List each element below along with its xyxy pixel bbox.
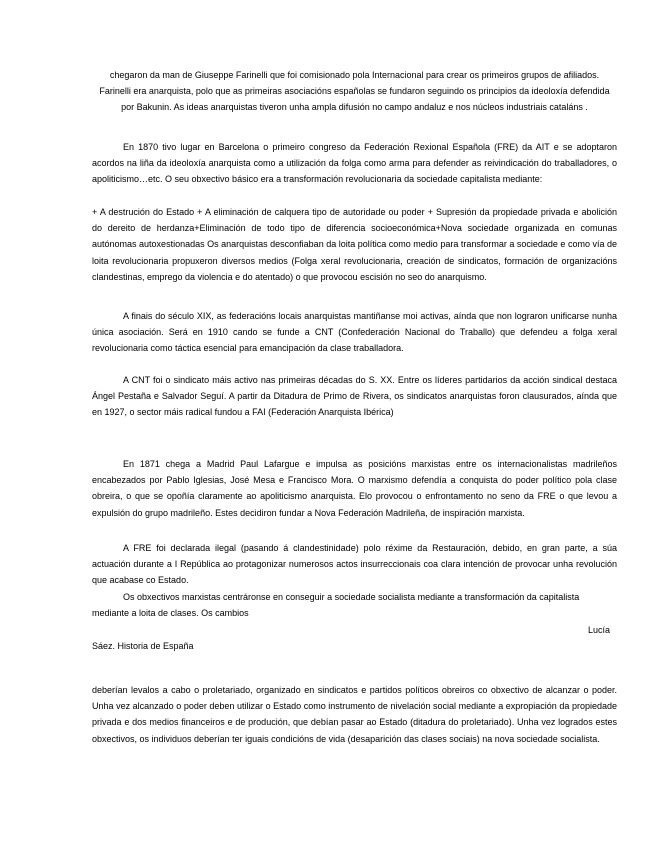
paragraph-fre-illegal: A FRE foi declarada ilegal (pasando á clandestinidade) polo réxime da Restauración, debido, en gran parte, a súa actuación durante a I República ao protagonizar numerosos actos insurreccionais coa clara intención de provocar unha revolución que acabase co Estado. <box>92 543 617 586</box>
paragraph-cnt-founding: A finais do século XIX, as federacións locais anarquistas mantiñanse moi activas, aínda que non lograron unificarse nunha única asociación. Será en 1910 cando se funde a CNT (Confederación Nacional do Traballo) que defendeu a folga xeral revolucionaria como táctica esencial para emancipación da clase traballadora. <box>92 311 617 354</box>
paragraph-fre-congress: En 1870 tivo lugar en Barcelona o primeiro congreso da Federación Rexional Española (FRE) da AIT e se adoptaron acordos na liña da ideoloxía anarquista como a utilización da folga como arma para defender as reivindicación do traballadores, o apoliticismo…etc. O seu obxectivo básico era a transformación revolucionaria da sociedade capitalista mediante: <box>92 142 617 185</box>
paragraph-marxist-goals: Os obxectivos marxistas centráronse en conseguir a sociedade socialista mediante a transformación da capitalista mediante a loita de clases. Os cambios <box>92 592 580 619</box>
paragraph-anarchist-goals: + A destrución do Estado + A eliminación de calquera tipo de autoridade ou poder + Supresión da propiedade privada e abolición do dereito de herdanza+Eliminación de todo tipo de diferencia socioeconómica+Nova sociedade organizada en comunas autónomas autoxestionadas Os anarquistas desconfiaban da loita política como medio para transformar a sociedade e como vía de loita revolucionaria propuxeron diversos medios (Folga xeral revolucionaria, creación de sindicatos, formación de organizacións clandestinas, emprego da violencia e do atentado) o que provocou escisión no seo do anarquismo. <box>92 207 617 282</box>
paragraph-marxism-madrid: En 1871 chega a Madrid Paul Lafargue e impulsa as posicións marxistas entre os internacionalistas madrileños encabezados por Pablo Iglesias, José Mesa e Francisco Mora. O marxismo defendía a conquista do poder político pola clase obreira, o que se opoñía claramente ao apoliticismo anarquista. Elo provocou o enfrontamento no seno da FRE o que levou a expulsión do grupo madrileño. Estes decidiron fundar a Nova Federación Madrileña, de inspiración marxista. <box>92 459 617 518</box>
final-paragraph: deberían levalos a cabo o proletariado, organizado en sindicatos e partidos políticos obreiros co obxectivo de alcanzar o poder. Unha vez alcanzado o poder deben utilizar o Estado como instrumento de nivelación social mediante a expropiación da propiedade privada e dos medios financeiros e de produción, que debían pasar ao Estado (ditadura do proletariado). Unha vez logrados estes obxectivos, os individuos deberían ter iguais condicións de vida (desaparición das clases sociais) na nova sociedade socialista. <box>92 685 617 744</box>
author-first-name: Lucía <box>587 625 610 635</box>
intro-paragraph: chegaron da man de Giuseppe Farinelli que foi comisionado pola Internacional para crear os primeiros grupos de afiliados. Farinelli era anarquista, polo que as primeiras asociacións españolas se fundaron seguindo os principios da ideoloxía defendida por Bakunin. As ideas anarquistas tiveron unha ampla difusión no campo andaluz e nos núcleos industriais cataláns . <box>99 70 610 113</box>
paragraph-cnt-activity: A CNT foi o sindicato máis activo nas primeiras décadas do S. XX. Entre os líderes partidarios da acción sindical destaca Ángel Pestaña e Salvador Seguí. A partir da Ditadura de Primo de Rivera, os sindicatos anarquistas foron clausurados, aínda que en 1927, o sector máis radical fundou a FAI (Federación Anarquista Ibérica) <box>92 375 617 418</box>
author-credit <box>92 622 610 654</box>
author-rest: Sáez. Historia de España <box>92 641 194 651</box>
